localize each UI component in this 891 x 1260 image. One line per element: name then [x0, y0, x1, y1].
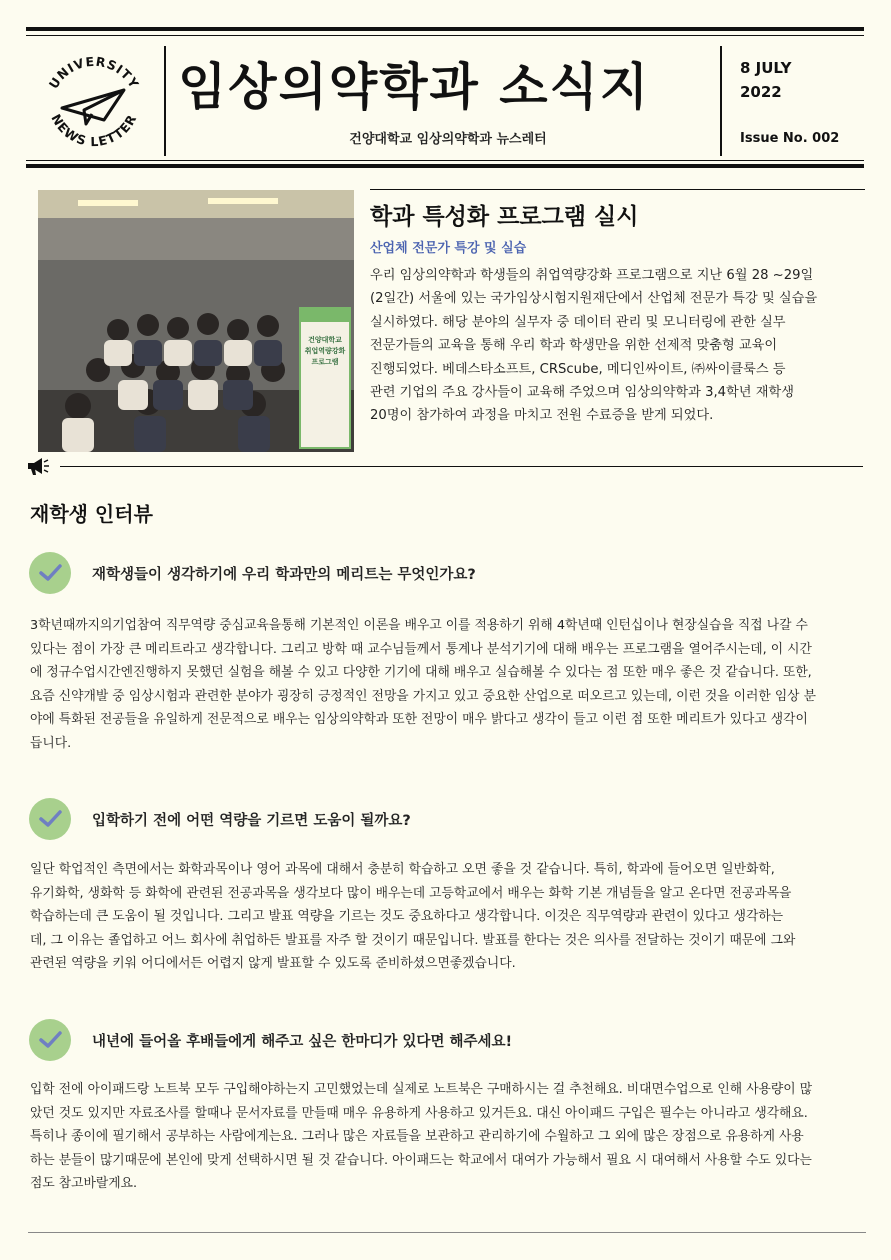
feature-photo [38, 190, 354, 452]
answer-line: 있다는 점이 가장 큰 메리트라고 생각합니다. 그리고 방학 때 교수님들께서 통계나 분석기기에 대해 배우는 프로그램을 열어주시는데, 이 시간 [30, 641, 812, 657]
answer-line: 에 정규수업시간엔진행하지 못했던 실험을 해볼 수 있고 다양한 기기에 대해 배우고 실습해볼 수 있다는 점 또한 매우 좋은 것 같습니다. 또한, [30, 665, 812, 680]
answer-line: 관련된 역량을 키워 어디에서든 어렵지 않게 발표할 수 있도록 준비하셨으면좋겠습니다. [30, 956, 516, 971]
photo-banner-line-2: 취업역량강화 [304, 347, 346, 355]
logo-text-bottom: NEWS LETTER [48, 111, 140, 150]
article-body [370, 264, 850, 428]
interview-question-2: 입학하기 전에 어떤 역량을 기르면 도움이 될까요? [92, 813, 411, 829]
answer-line: 야에 특화된 전공들을 유일하게 전문적으로 배우는 임상의약학과 또한 전망이 매우 밝다고 생각이 들고 이런 점 또한 메리트가 있다고 생각이 [30, 712, 808, 727]
issue-number: Issue No. 002 [740, 131, 840, 146]
group-photo-illustration [38, 190, 354, 452]
issue-date [740, 56, 850, 104]
article-line: (2일간) 서울에 있는 국가임상시험지원재단에서 산업체 전문가 특강 및 실습을 [370, 291, 818, 307]
megaphone-icon [26, 456, 50, 476]
header-rule-thin [26, 160, 864, 161]
svg-text:UNIVERSITY [46, 54, 143, 92]
photo-banner-line-1: 건양대학교 [308, 336, 342, 344]
paper-plane-icon [62, 90, 124, 124]
header-rule-thick [26, 164, 864, 168]
masthead-title: 임상의약학과 소식지 [178, 58, 651, 116]
interview-question-3: 내년에 들어올 후배들에게 해주고 싶은 한마디가 있다면 해주세요! [92, 1034, 513, 1050]
answer-line: 입학 전에 아이패드랑 노트북 모두 구입해야하는지 고민했었는데 실제로 노트북은 구매하시는 걸 추천해요. 비대면수업으로 인해 사용량이 많 [30, 1082, 813, 1097]
answer-line: 일단 학업적인 측면에서는 화학과목이나 영어 과목에 대해서 충분히 학습하고 오면 좋을 것 같습니다. 특히, 학과에 들어오면 일반화학, [30, 862, 775, 877]
interview-answer-1 [30, 614, 868, 755]
article-subtitle: 산업체 전문가 특강 및 실습 [370, 241, 527, 256]
top-rule-thin [26, 35, 864, 36]
article-title: 학과 특성화 프로그램 실시 [370, 204, 639, 230]
answer-line: 학습하는데 큰 도움이 될 것입니다. 그리고 발표 역량을 기르는 것도 중요하다고 생각합니다. 이것은 직무역량과 관련이 있다고 생각하는 [30, 909, 784, 924]
header-divider-right [720, 46, 722, 156]
bottom-rule [28, 1232, 866, 1233]
interview-answer-2 [30, 858, 868, 976]
answer-line: 점도 참고바랄게요. [30, 1176, 138, 1191]
answer-line: 3학년때까지의기업참여 직무역량 중심교육을통해 기본적인 이론을 배우고 이를 적용하기 위해 4학년때 인턴십이나 현장실습을 직접 나갈 수 [30, 618, 808, 633]
date-day-month: 8 JULY [740, 59, 792, 77]
checkmark-icon [29, 552, 71, 594]
article-line: 20명이 참가하여 과정을 마치고 전원 수료증을 받게 되었다. [370, 408, 714, 424]
answer-line: 하는 분들이 많기때문에 본인에 맞게 선택하시면 될 것 같습니다. 아이패드는 학교에서 대여가 가능해서 필요 시 대여해서 사용할 수도 있다는 [30, 1152, 812, 1168]
answer-line: 았던 것도 있지만 자료조사를 할때나 문서자료를 만들때 매우 유용하게 사용하고 있거든요. 대신 아이패드 구입은 필수는 아니라고 생각해요. [30, 1105, 808, 1121]
answer-line: 유기화학, 생화학 등 화학에 관련된 전공과목을 생각보다 많이 배우는데 고등학교에서 배우는 화학 기본 개념들을 알고 온다면 전공과목을 [30, 885, 792, 901]
photo-banner-line-3: 프로그램 [311, 358, 339, 366]
logo-text-top: UNIVERSITY [45, 53, 143, 92]
article-line: 전문가들의 교육을 통해 우리 학과 학생만을 위한 선제적 맞춤형 교육이 [370, 338, 778, 354]
checkmark-icon [29, 798, 71, 840]
article-line: 진행되었다. 베데스타소프트, CRScube, 메디인싸이트, ㈜싸이클룩스 등 [370, 361, 786, 377]
interview-answer-3 [30, 1078, 868, 1196]
article-line: 실시하였다. 해당 분야의 실무자 중 데이터 관리 및 모니터링에 관한 실무 [370, 314, 786, 330]
masthead-subtitle: 건양대학교 임상의약학과 뉴스레터 [349, 132, 547, 147]
newsletter-logo [38, 48, 150, 160]
checkmark-icon [29, 1019, 71, 1061]
article-line: 우리 임상의약학과 학생들의 취업역량강화 프로그램으로 지난 6월 28 ~29일 [370, 268, 814, 283]
interview-section-title: 재학생 인터뷰 [30, 502, 153, 526]
article-top-rule [370, 189, 865, 190]
top-rule-thick [26, 27, 864, 31]
section-divider [60, 466, 863, 467]
date-year: 2022 [740, 83, 782, 101]
article-line: 관련 기업의 주요 강사들이 교육해 주었으며 임상의약학과 3,4학년 재학생 [370, 385, 794, 401]
answer-line: 듭니다. [30, 735, 72, 751]
answer-line: 특히나 종이에 필기해서 공부하는 사람에게는요. 그러나 많은 자료들을 보관하고 관리하기에 수월하고 그 외에 많은 장점으로 유용하게 사용 [30, 1129, 804, 1144]
header-divider-left [164, 46, 166, 156]
answer-line: 요즘 신약개발 중 임상시험과 관련한 분야가 굉장히 긍정적인 전망을 가지고 있고 중요한 산업으로 떠오르고 있는데, 이런 것을 이러한 임상 분 [30, 688, 816, 704]
answer-line: 데, 그 이유는 졸업하고 어느 회사에 취업하든 발표를 자주 할 것이기 때문입니다. 발표를 한다는 것은 의사를 전달하는 것이기 때문에 그와 [30, 932, 796, 948]
interview-question-1: 재학생들이 생각하기에 우리 학과만의 메리트는 무엇인가요? [92, 567, 476, 583]
